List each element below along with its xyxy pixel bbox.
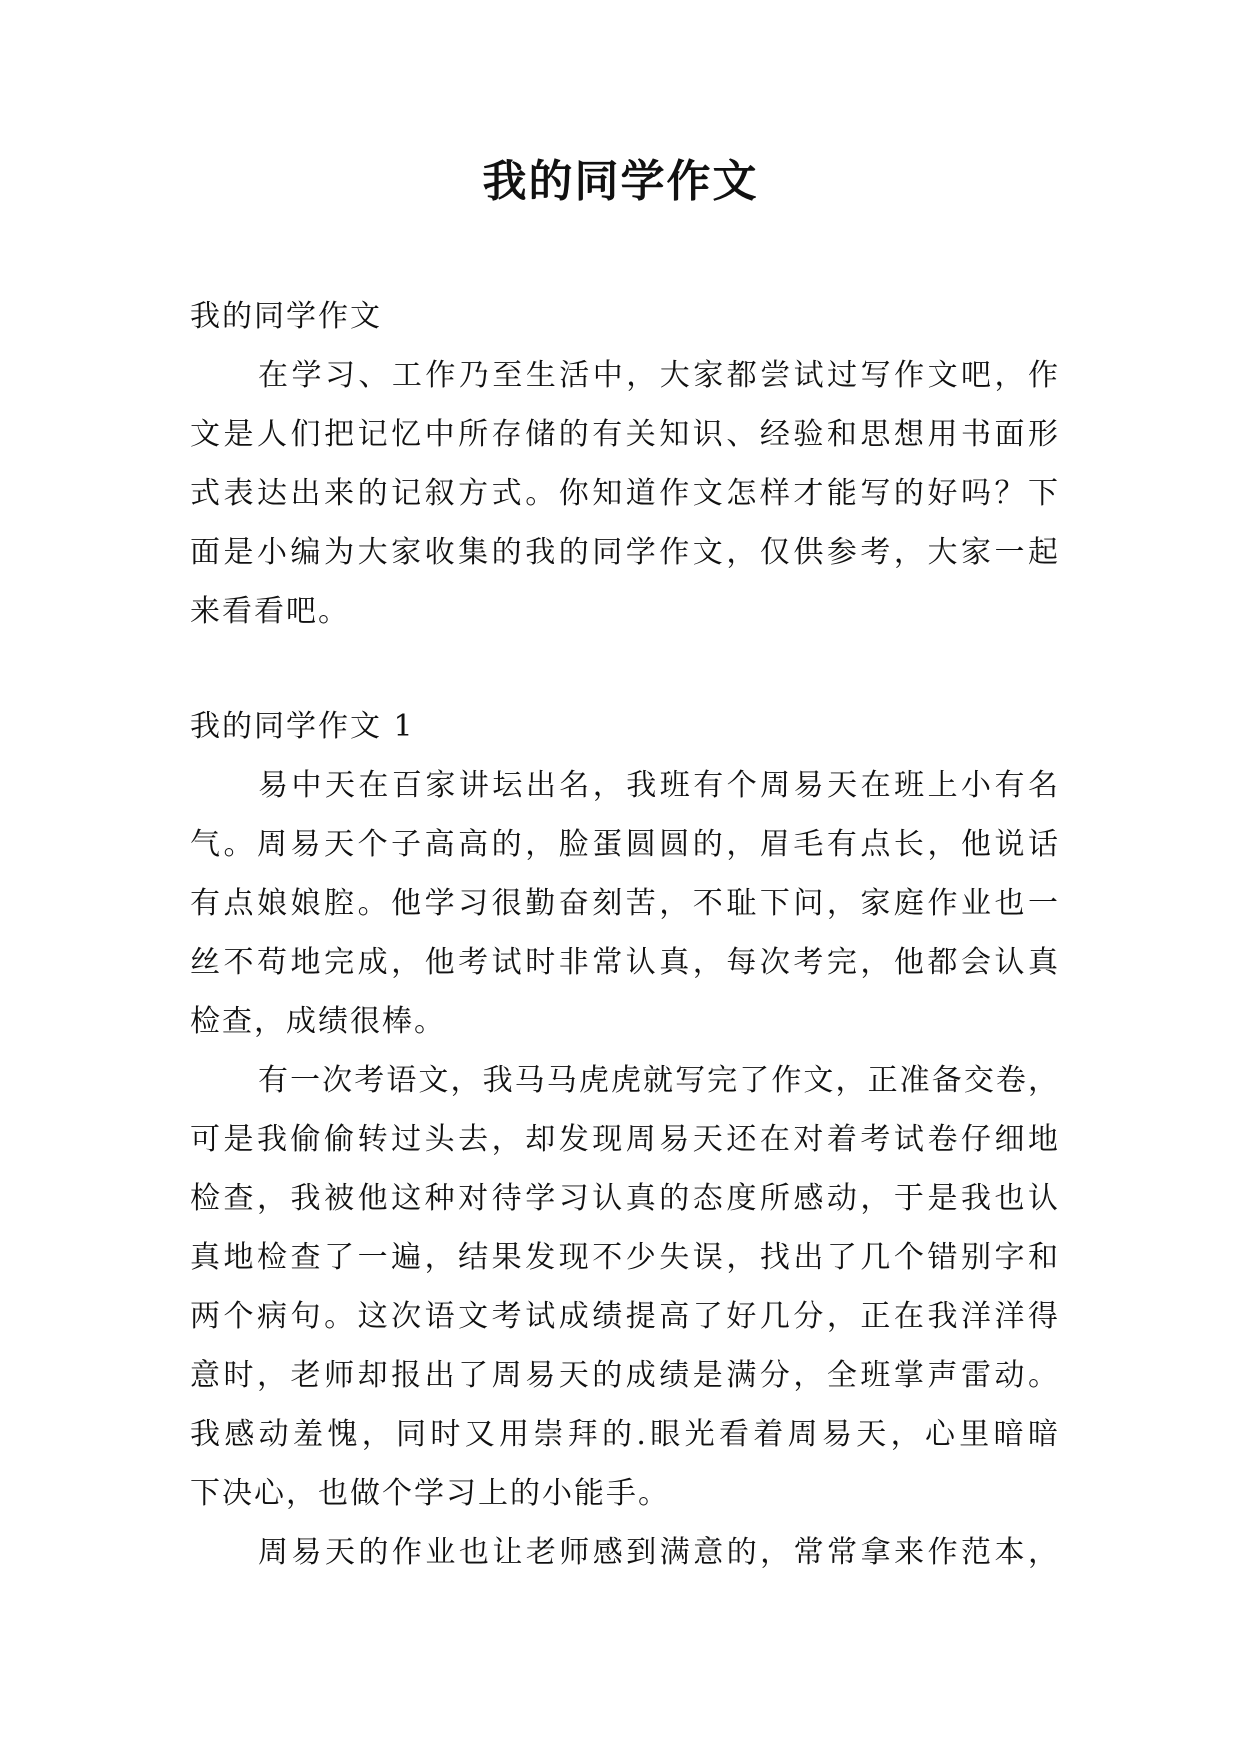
essay-heading: 我的同学作文 1 [190, 709, 415, 744]
essay-paragraph-1 [190, 756, 1060, 1051]
paragraph-line: 意时，老师却报出了周易天的成绩是满分，全班掌声雷动。 [190, 1358, 1060, 1393]
paragraph-line: 易中天在百家讲坛出名，我班有个周易天在班上小有名 [258, 768, 1060, 803]
paragraph-line: 周易天的作业也让老师感到满意的，常常拿来作范本， [258, 1535, 1060, 1570]
paragraph-line: 在学习、工作乃至生活中，大家都尝试过写作文吧，作 [258, 358, 1060, 393]
paragraph-line: 两个病句。这次语文考试成绩提高了好几分，正在我洋洋得 [190, 1299, 1060, 1334]
paragraph-line: 面是小编为大家收集的我的同学作文，仅供参考，大家一起 [190, 535, 1060, 570]
paragraph-line: 式表达出来的记叙方式。你知道作文怎样才能写的好吗？下 [190, 476, 1060, 511]
paragraph-line: 来看看吧。 [190, 594, 350, 629]
paragraph-line: 文是人们把记忆中所存储的有关知识、经验和思想用书面形 [190, 417, 1060, 452]
paragraph-line: 检查，我被他这种对待学习认真的态度所感动，于是我也认 [190, 1181, 1060, 1216]
intro-paragraph [190, 346, 1060, 641]
paragraph-line: 气。周易天个子高高的，脸蛋圆圆的，眉毛有点长，他说话 [190, 827, 1060, 862]
paragraph-line: 真地检查了一遍，结果发现不少失误，找出了几个错别字和 [190, 1240, 1060, 1275]
document-title: 我的同学作文 [482, 156, 759, 207]
paragraph-line: 我感动羞愧，同时又用崇拜的.眼光看着周易天，心里暗暗 [190, 1417, 1060, 1452]
paragraph-line: 可是我偷偷转过头去，却发现周易天还在对着考试卷仔细地 [190, 1122, 1060, 1157]
paragraph-line: 丝不苟地完成，他考试时非常认真，每次考完，他都会认真 [190, 945, 1060, 980]
paragraph-line: 有点娘娘腔。他学习很勤奋刻苦，不耻下问，家庭作业也一 [190, 886, 1060, 921]
section-gap [190, 641, 1060, 697]
subtitle: 我的同学作文 [190, 299, 382, 334]
paragraph-line: 有一次考语文，我马马虎虎就写完了作文，正准备交卷， [258, 1063, 1060, 1098]
essay-paragraph-2 [190, 1051, 1060, 1523]
essay-paragraph-3 [190, 1523, 1060, 1582]
document-body [190, 287, 1060, 1582]
paragraph-line: 检查，成绩很棒。 [190, 1004, 446, 1039]
paragraph-line: 下决心，也做个学习上的小能手。 [190, 1476, 670, 1511]
